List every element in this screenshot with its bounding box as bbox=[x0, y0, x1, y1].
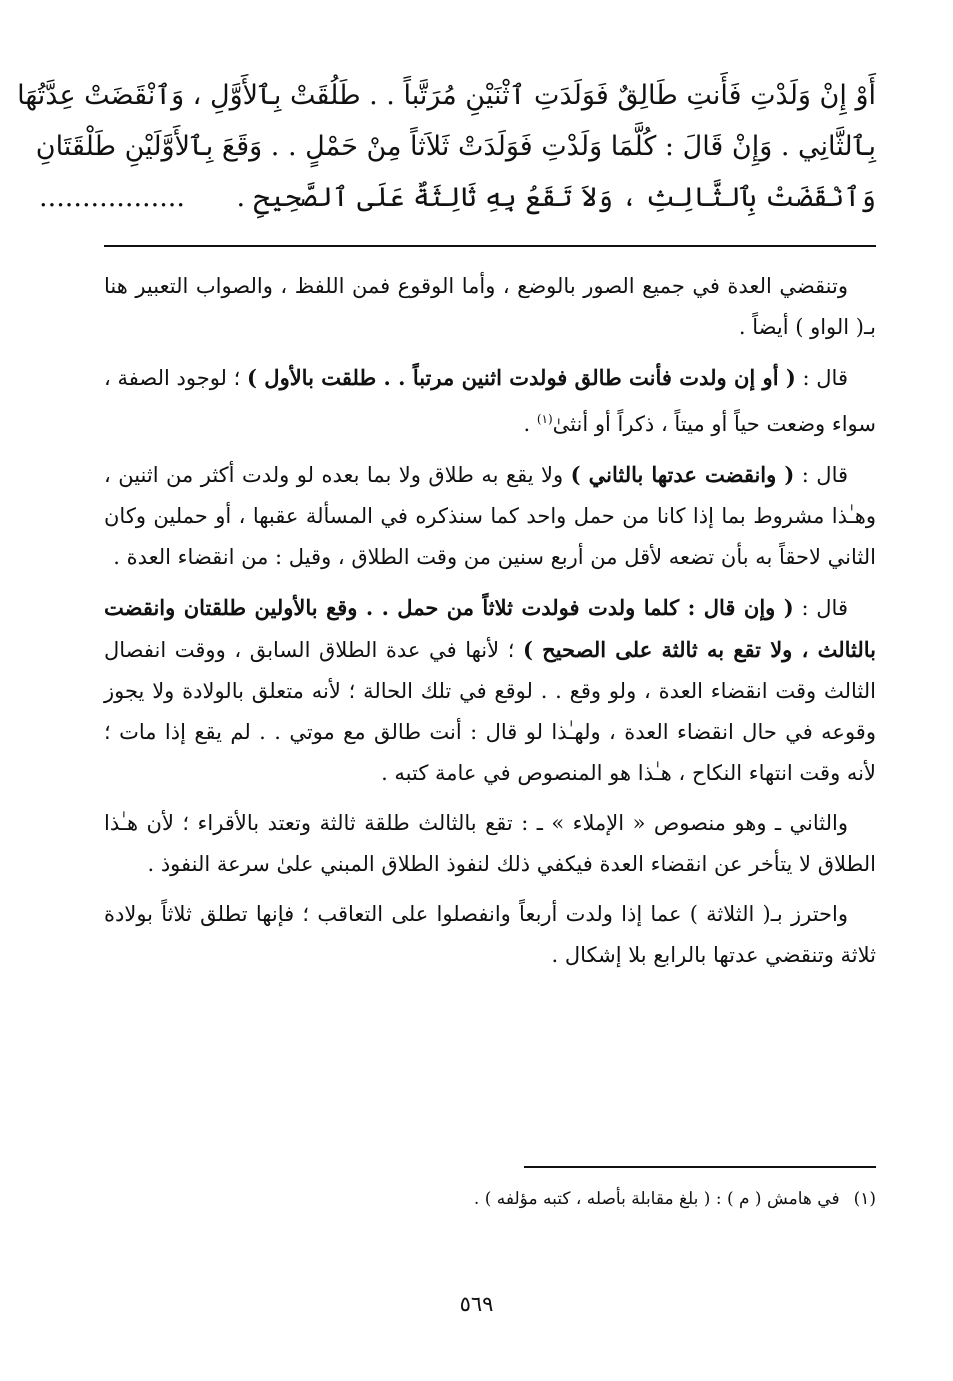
footnote-number: (١) bbox=[853, 1189, 876, 1209]
matn-line-1: أَوْ إِنْ وَلَدْتِ فَأَنتِ طَالِقٌ فَوَلَدَتِ ٱثْنَيْنِ مُرَتَّباً . . طَلُقَتْ بِٱلأَوَّلِ ، وَٱنْقَضَتْ عِدَّتُهَا bbox=[17, 80, 876, 111]
paragraph-text: ؛ لأنها في عدة الطلاق السابق ، ووقت انفصال الثالث وقت انقضاء العدة ، ولو وقع . . لوقع في تلك الحالة ؛ لأنه متعلق بالولادة ولا يجوز وقوعه في حال انقضاء العدة ، ولهـٰذا لو قال : أنت طالق مع موتي . . لم يقع إذا مات ؛ لأنه وقت انتهاء النكاح ، هـٰذا هو المنصوص في عامة كتبه . bbox=[104, 638, 876, 785]
qala-prefix: قال : bbox=[795, 366, 848, 390]
sharh-paragraph-6: واحترز بـ( الثلاثة ) عما إذا ولدت أربعاً وانفصلوا على التعاقب ؛ فإنها تطلق ثلاثاً بولادة ثلاثة وتنقضي عدتها بالرابع بلا إشكال . bbox=[104, 902, 876, 967]
sharh-paragraph-2 bbox=[104, 357, 876, 445]
footnote bbox=[104, 1184, 876, 1214]
matn-dots: ................. bbox=[39, 182, 185, 213]
paragraph-end: . bbox=[523, 412, 537, 436]
sharh-paragraph-5: والثاني ـ وهو منصوص « الإملاء » ـ : تقع بالثالث طلقة ثالثة وتعتد بالأقراء ؛ لأن هـٰذا الطلاق لا يتأخر عن انقضاء العدة فيكفي ذلك لنفوذ الطلاق المبني علىٰ سرعة النفوذ . bbox=[104, 811, 876, 876]
footnote-reference: (١) bbox=[536, 412, 553, 426]
matn-text bbox=[17, 70, 876, 223]
footnote-text: في هامش ( م ) : ( بلغ مقابلة بأصله ، كتبه مؤلفه ) . bbox=[473, 1189, 840, 1209]
quoted-matn: ( وانقضت عدتها بالثاني ) bbox=[570, 462, 795, 487]
qala-prefix: قال : bbox=[794, 463, 849, 487]
qala-prefix: قال : bbox=[793, 596, 848, 620]
footnote-separator-rule bbox=[524, 1166, 876, 1168]
paragraph-text: ولا يقع به طلاق ولا بما بعده لو ولدت أكثر من اثنين ، وهـٰذا مشروط بما إذا كانا من حمل واحد كما سنذكره في المسألة عقبها ، أو حملين وكان الثاني لاحقاً به بأن تضعه لأقل من أربع سنين من وقت الطلاق ، وقيل : من انقضاء العدة . bbox=[104, 463, 876, 569]
matn-separator-rule bbox=[104, 245, 876, 247]
sharh-commentary bbox=[104, 266, 876, 985]
matn-line-3-text: وَٱنْقَضَتْ بِٱلثَّالِثِ ، وَلاَ تَقَعُ بِهِ ثَالِثَةٌ عَلَى ٱلصَّحِيحِ . bbox=[236, 182, 876, 213]
matn-line-3 bbox=[39, 172, 876, 223]
matn-line-2: بِٱلثَّانِي . وَإِنْ قَالَ : كُلَّمَا وَلَدْتِ فَوَلَدَتْ ثَلاَثاً مِنْ حَمْلٍ . . وَقَعَ بِٱلأَوَّلَيْنِ طَلْقَتَانِ bbox=[35, 131, 876, 162]
quoted-matn: ( أو إن ولدت فأنت طالق فولدت اثنين مرتباً . . طلقت بالأول ) bbox=[247, 365, 796, 390]
page-number: ٥٦٩ bbox=[459, 1292, 494, 1316]
sharh-paragraph-4 bbox=[104, 587, 876, 794]
sharh-paragraph-3 bbox=[104, 454, 876, 578]
quoted-matn: ( وإن قال : كلما ولدت فولدت ثلاثاً من حمل . . وقع بالأولين طلقتان وانقضت بالثالث ، ولا تقع به ثالثة على الصحيح ) bbox=[104, 595, 876, 662]
paragraph-text: ؛ لوجود الصفة ، سواء وضعت حياً أو ميتاً ، ذكراً أو أنثىٰ bbox=[104, 366, 876, 436]
sharh-paragraph-1: وتنقضي العدة في جميع الصور بالوضع ، وأما الوقوع فمن اللفظ ، والصواب التعبير هنا بـ( الواو ) أيضاً . bbox=[104, 274, 876, 339]
